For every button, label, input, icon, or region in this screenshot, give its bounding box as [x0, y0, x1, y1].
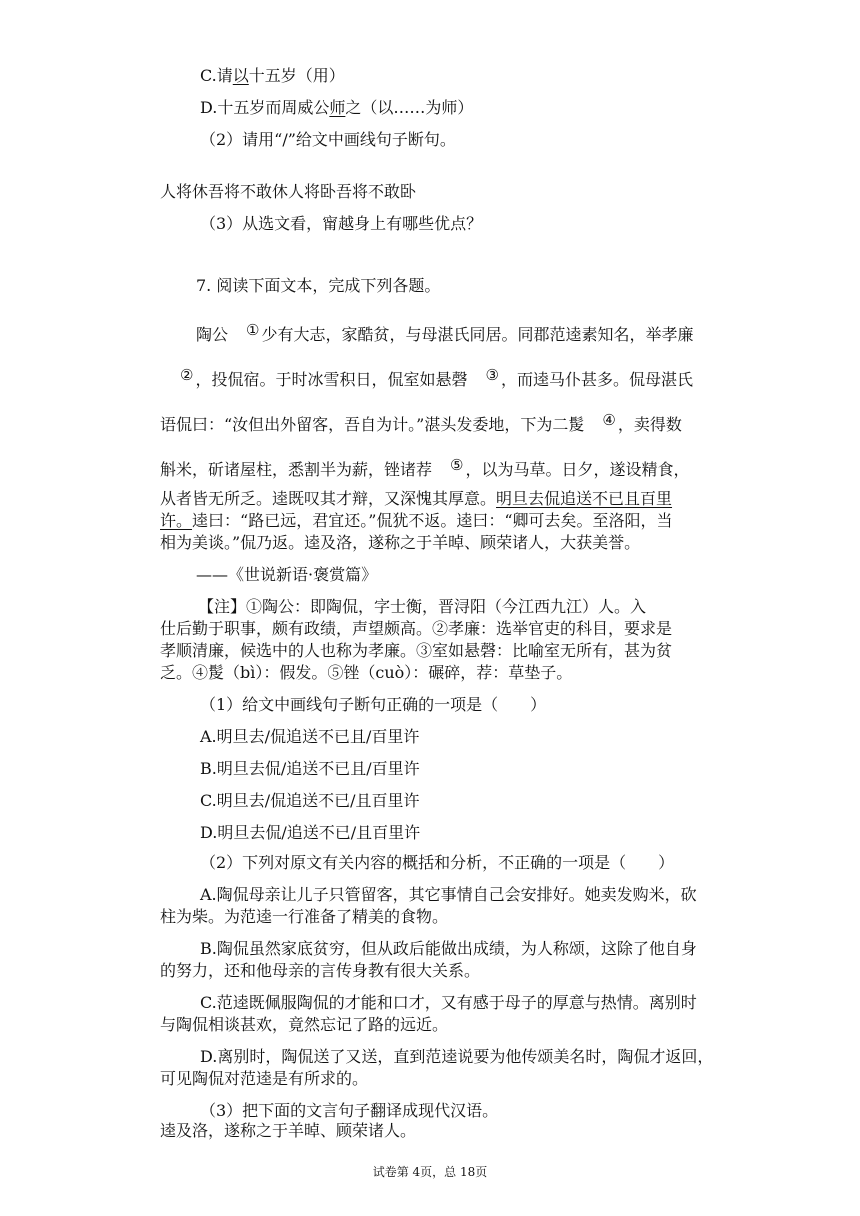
- passage-source: ——《世说新语·褒赏篇》: [196, 565, 378, 584]
- passage-line-7: 相为美谈。”侃乃返。逵及洛，遂称之于羊晫、顾荣诸人，大获美誉。: [160, 533, 641, 552]
- q7-sub2-option-a-line2: 柱为柴。为范逵一行准备了精美的食物。: [160, 907, 449, 926]
- q7-sub2-option-b-line2: 的努力，还和他母亲的言传身教有很大关系。: [160, 961, 481, 980]
- passage-line-6: 许。逵曰：“路已远，君宜还。”侃犹不返。逵曰：“卿可去矣。至洛阳，当: [160, 511, 673, 530]
- note-marker: ③: [485, 366, 499, 384]
- q7-heading: 7. 阅读下面文本，完成下列各题。: [196, 276, 441, 295]
- q7-sub1-option-d: D.明旦去侃/追送不已/且百里许: [200, 823, 421, 842]
- q7-sub2-prompt: （2）下列对原文有关内容的概括和分析，不正确的一项是（ ）: [200, 853, 675, 872]
- note-line-4: 乏。④髲（bì）：假发。⑤锉（cuò）：碾碎，荐：草垫子。: [160, 663, 573, 682]
- q7-sub2-option-b-line1: B.陶侃虽然家底贫穷，但从政后能做出成绩，为人称颂，这除了他自身: [200, 939, 697, 958]
- q7-sub2-option-c-line2: 与陶侃相谈甚欢，竟然忘记了路的远近。: [160, 1015, 449, 1034]
- q7-sub2-option-d-line1: D.离别时，陶侃送了又送，直到范逵说要为他传颂美名时，陶侃才返回，: [200, 1047, 714, 1066]
- q6-option-d: D.十五岁而周威公师之（以……为师）: [200, 98, 474, 117]
- q7-sub1-prompt: （1）给文中画线句子断句正确的一项是（ ）: [200, 695, 547, 714]
- q7-sub1-option-a: A.明旦去/侃追送不已且/百里许: [200, 727, 420, 746]
- underlined-sentence-end: 许。: [160, 511, 193, 530]
- q7-sub2-option-d-line2: 可见陶侃对范逵是有所求的。: [160, 1069, 369, 1088]
- passage-line-1: 陶公 ① 少有大志，家酷贫，与母湛氏同居。同郡范逵素知名，举孝廉: [196, 321, 694, 344]
- q7-sub2-option-c-line1: C.范逵既佩服陶侃的才能和口才，又有感于母子的厚意与热情。离别时: [200, 993, 697, 1012]
- q7-sub3-prompt: （3）把下面的文言句子翻译成现代汉语。: [200, 1101, 499, 1120]
- passage-line-4: 斛米，斫诸屋柱，悉割半为薪，锉诸荐 ⑤ ，以为马草。日夕，遂设精食，: [160, 456, 690, 479]
- q6-option-c: C.请以十五岁（用）: [200, 66, 345, 85]
- q7-sub2-option-a-line1: A.陶侃母亲让儿子只管留客，其它事情自己会安排好。她卖发购米，砍: [200, 885, 697, 904]
- passage-line-3: 语侃曰：“汝但出外留客，吾自为计。”湛头发委地，下为二髲 ④ ，卖得数: [160, 411, 682, 434]
- q6-sentence: 人将休吾将不敢休人将卧吾将不敢卧: [160, 182, 417, 201]
- page-footer: 试卷第 4页，总 18页: [372, 1165, 488, 1179]
- passage-line-2: ② ，投侃宿。于时冰雪积日，侃室如悬磬 ③ ，而逵马仆甚多。侃母湛氏: [180, 366, 693, 389]
- q6-sub2-prompt: （2）请用“/”给文中画线句子断句。: [200, 130, 456, 149]
- note-marker: ②: [180, 366, 194, 384]
- note-marker: ④: [602, 411, 616, 429]
- note-marker: ①: [246, 321, 260, 339]
- q7-sub3-sentence: 逵及洛，遂称之于羊晫、顾荣诸人。: [160, 1121, 417, 1140]
- q7-sub1-option-c: C.明旦去/侃追送不已/且百里许: [200, 791, 420, 810]
- q7-sub1-option-b: B.明旦去侃/追送不已且/百里许: [200, 759, 420, 778]
- passage-line-5: 从者皆无所乏。逵既叹其才辩，又深愧其厚意。明旦去侃追送不已且百里: [160, 489, 673, 508]
- q6-sub3-prompt: （3）从选文看，甯越身上有哪些优点？: [200, 214, 483, 233]
- note-line-1: 【注】①陶公：即陶侃，字士衡，晋浔阳（今江西九江）人。入: [198, 597, 647, 616]
- note-marker: ⑤: [450, 456, 464, 474]
- underlined-sentence: 明旦去侃追送不已且百里: [496, 489, 673, 508]
- note-line-2: 仕后勤于职事，颇有政绩，声望颇高。②孝廉：选举官吏的科目，要求是: [160, 619, 673, 638]
- note-line-3: 孝顺清廉，候选中的人也称为孝廉。③室如悬磬：比喻室无所有，甚为贫: [160, 641, 673, 660]
